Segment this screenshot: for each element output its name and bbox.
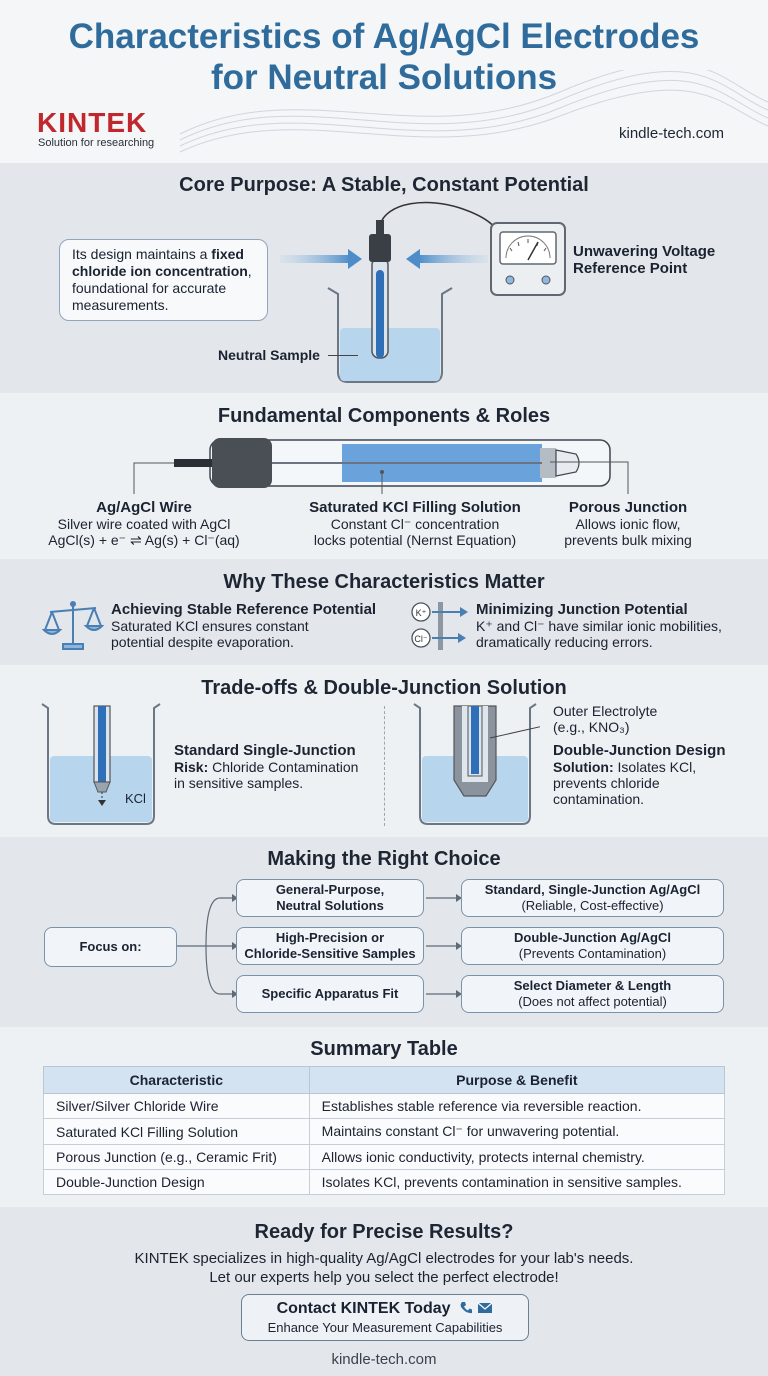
result-diameter-length[interactable]: Select Diameter & Length (Does not affect potential) xyxy=(461,975,724,1013)
table-row xyxy=(44,1119,725,1145)
table-cell: Porous Junction (e.g., Ceramic Frit) xyxy=(44,1145,310,1170)
tradeoffs-divider xyxy=(384,706,385,826)
table-cell: Double-Junction Design xyxy=(44,1170,310,1195)
core-heading: Core Purpose: A Stable, Constant Potential xyxy=(179,174,589,196)
brand-logo: KINTEK xyxy=(37,107,148,138)
cta-heading: Ready for Precise Results? xyxy=(254,1221,514,1243)
website-link[interactable]: kindle-tech.com xyxy=(619,125,725,142)
column-header-purpose: Purpose & Benefit xyxy=(309,1067,724,1094)
table-cell: Saturated KCl Filling Solution xyxy=(44,1119,310,1145)
outer-electrolyte-label: Outer Electrolyte (e.g., KNO₃) xyxy=(553,703,658,735)
why-heading: Why These Characteristics Matter xyxy=(223,571,545,593)
need-high-precision[interactable]: High-Precision or Chloride-Sensitive Samples xyxy=(236,927,424,965)
cta-text: KINTEK specializes in high-quality Ag/AgCl electrodes for your lab's needs. Let our experts help you select the perfect electrode! xyxy=(134,1250,634,1286)
focus-on-box: Focus on: xyxy=(44,927,177,967)
table-cell: Establishes stable reference via reversible reaction. xyxy=(309,1094,724,1119)
single-junction-text: Standard Single-Junction Risk: Chloride Contamination in sensitive samples. xyxy=(174,742,359,791)
balance-scale-icon xyxy=(42,598,104,652)
footer-url[interactable]: kindle-tech.com xyxy=(331,1351,437,1368)
result-double-junction[interactable]: Double-Junction Ag/AgCl (Prevents Contamination) xyxy=(461,927,724,965)
summary-table xyxy=(43,1066,725,1195)
table-cell: Silver/Silver Chloride Wire xyxy=(44,1094,310,1119)
ion-flow-icon xyxy=(410,600,472,652)
contact-button-sub: Enhance Your Measurement Capabilities xyxy=(267,1320,503,1335)
double-junction-illustration xyxy=(410,700,540,828)
voltage-reference-label: Unwavering Voltage Reference Point xyxy=(573,243,716,277)
voltmeter-icon xyxy=(490,222,566,296)
kcl-label: KCl xyxy=(125,791,146,806)
component-junction: Porous Junction Allows ionic flow, prevents bulk mixing xyxy=(564,499,692,548)
result-single-junction[interactable]: Standard, Single-Junction Ag/AgCl (Reliable, Cost-effective) xyxy=(461,879,724,917)
table-row xyxy=(44,1170,725,1195)
tradeoffs-heading: Trade-offs & Double-Junction Solution xyxy=(201,677,567,699)
component-wire: Ag/AgCl Wire Silver wire coated with AgCl AgCl(s) + e⁻ ⇌ Ag(s) + Cl⁻(aq) xyxy=(48,499,240,548)
single-junction-illustration xyxy=(38,700,162,828)
svg-text:Cl⁻: Cl⁻ xyxy=(414,634,428,644)
table-cell: Allows ionic conductivity, protects internal chemistry. xyxy=(309,1145,724,1170)
column-header-characteristic: Characteristic xyxy=(44,1067,310,1094)
core-callout: Its design maintains a fixed chloride ion concentration, foundational for accurate measurements. xyxy=(59,239,268,321)
choice-heading: Making the Right Choice xyxy=(267,848,501,870)
table-row xyxy=(44,1094,725,1119)
components-heading: Fundamental Components & Roles xyxy=(217,405,551,427)
svg-text:K⁺: K⁺ xyxy=(415,608,427,618)
need-general-purpose[interactable]: General-Purpose, Neutral Solutions xyxy=(236,879,424,917)
summary-heading: Summary Table xyxy=(310,1038,458,1060)
mail-icon xyxy=(477,1302,493,1314)
phone-icon xyxy=(459,1301,473,1315)
page-title: Characteristics of Ag/AgCl Electrodes for Neutral Solutions xyxy=(68,17,700,97)
double-junction-text: Double-Junction Design Solution: Isolates KCl, prevents chloride contamination. xyxy=(553,742,726,807)
table-cell: Isolates KCl, prevents contamination in sensitive samples. xyxy=(309,1170,724,1195)
why-junction-potential: Minimizing Junction Potential K⁺ and Cl⁻ have similar ionic mobilities, dramatically reducing errors. xyxy=(476,601,722,650)
why-stable-potential: Achieving Stable Reference Potential Saturated KCl ensures constant potential despite evaporation. xyxy=(111,601,377,650)
table-cell: Maintains constant Cl⁻ for unwavering potential. xyxy=(309,1119,724,1145)
electrode-cutaway xyxy=(130,432,630,494)
sample-pointer xyxy=(328,355,358,356)
contact-button[interactable] xyxy=(241,1294,529,1341)
summary-table-wrap xyxy=(43,1066,725,1195)
table-row xyxy=(44,1145,725,1170)
brand-tagline: Solution for researching xyxy=(38,137,155,149)
contact-button-label: Contact KINTEK Today xyxy=(276,1300,451,1317)
component-kcl: Saturated KCl Filling Solution Constant Cl⁻ concentration locks potential (Nernst Equation) xyxy=(309,499,521,548)
neutral-sample-label: Neutral Sample xyxy=(218,347,320,363)
need-apparatus-fit[interactable]: Specific Apparatus Fit xyxy=(236,975,424,1013)
